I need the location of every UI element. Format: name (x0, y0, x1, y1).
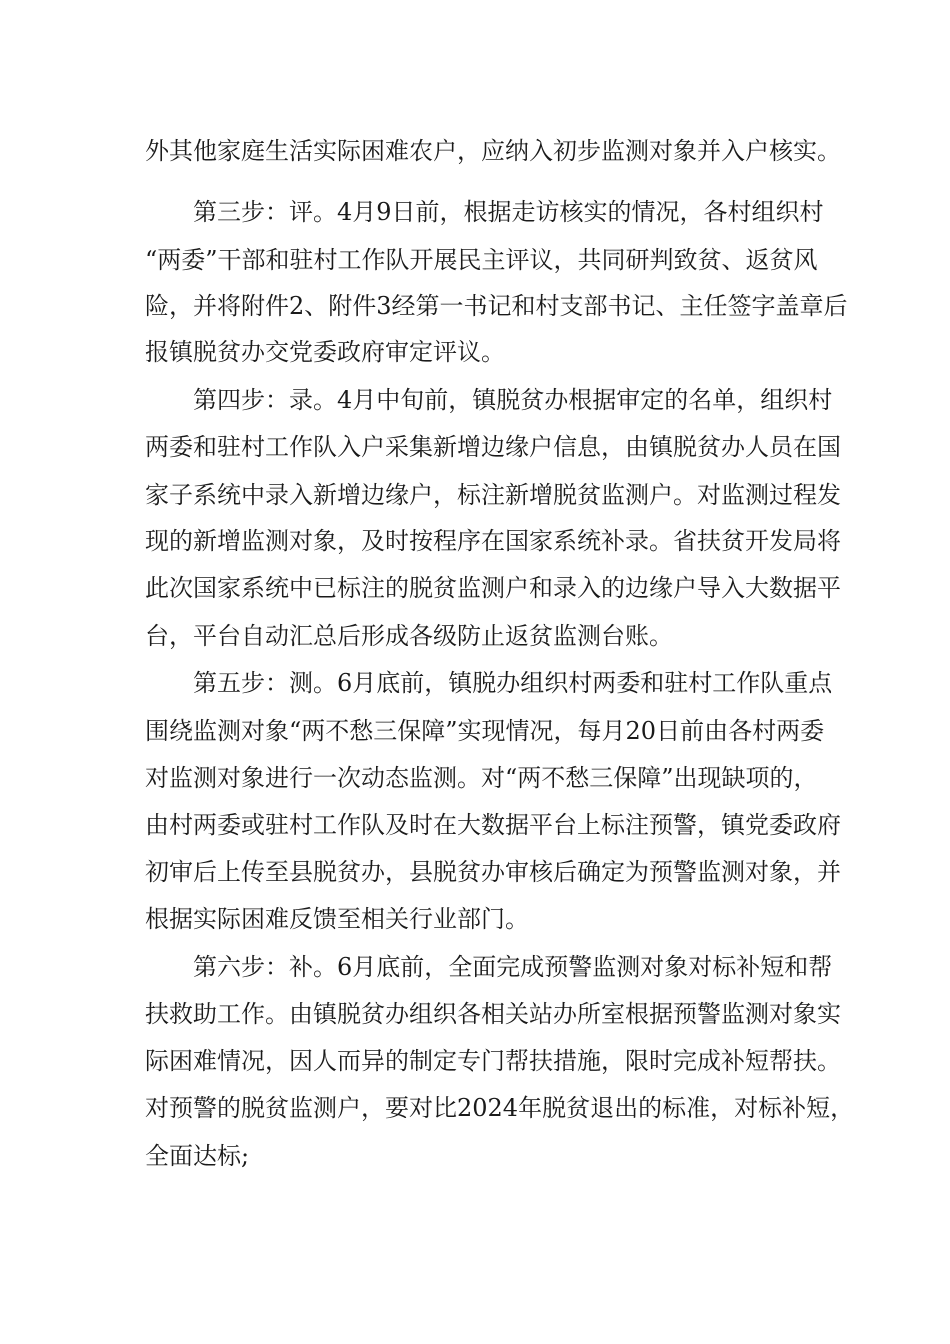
text-line: 家子系统中录入新增边缘户，标注新增脱贫监测户。对监测过程发 (145, 481, 841, 509)
text-line: 根据实际困难反馈至相关行业部门。 (145, 905, 529, 933)
text-line: 两委和驻村工作队入户采集新增边缘户信息，由镇脱贫办人员在国 (145, 433, 841, 461)
text-line: 此次国家系统中已标注的脱贫监测户和录入的边缘户导入大数据平 (145, 574, 841, 602)
text-line: 报镇脱贫办交党委政府审定评议。 (145, 338, 505, 366)
text-line: 围绕监测对象“两不愁三保障”实现情况，每月20日前由各村两委 (145, 717, 825, 745)
text-line: 台，平台自动汇总后形成各级防止返贫监测台账。 (145, 622, 673, 650)
text-line: 外其他家庭生活实际困难农户，应纳入初步监测对象并入户核实。 (145, 137, 841, 165)
paragraph-step-5-line-1: 第五步：测。6月底前，镇脱办组织村两委和驻村工作队重点 (193, 669, 833, 697)
text-line: 对监测对象进行一次动态监测。对“两不愁三保障”出现缺项的， (145, 764, 818, 792)
paragraph-step-3-line-1: 第三步：评。4月9日前，根据走访核实的情况，各村组织村 (193, 198, 824, 226)
text-line: “两委”干部和驻村工作队开展民主评议，共同研判致贫、返贫风 (145, 246, 818, 274)
text-line: 际困难情况，因人而异的制定专门帮扶措施，限时完成补短帮扶。 (145, 1047, 841, 1075)
text-line: 初审后上传至县脱贫办，县脱贫办审核后确定为预警监测对象，并 (145, 858, 841, 886)
text-line: 对预警的脱贫监测户，要对比2024年脱贫退出的标准，对标补短， (145, 1094, 855, 1122)
text-line: 全面达标; (145, 1142, 250, 1170)
text-line: 由村两委或驻村工作队及时在大数据平台上标注预警，镇党委政府 (145, 811, 841, 839)
paragraph-step-4-line-1: 第四步：录。4月中旬前，镇脱贫办根据审定的名单，组织村 (193, 386, 833, 414)
text-line: 现的新增监测对象，及时按程序在国家系统补录。省扶贫开发局将 (145, 527, 841, 555)
text-line: 扶救助工作。由镇脱贫办组织各相关站办所室根据预警监测对象实 (145, 1000, 841, 1028)
paragraph-step-6-line-1: 第六步：补。6月底前，全面完成预警监测对象对标补短和帮 (193, 953, 833, 981)
text-line: 险，并将附件2、附件3经第一书记和村支部书记、主任签字盖章后 (145, 292, 848, 320)
